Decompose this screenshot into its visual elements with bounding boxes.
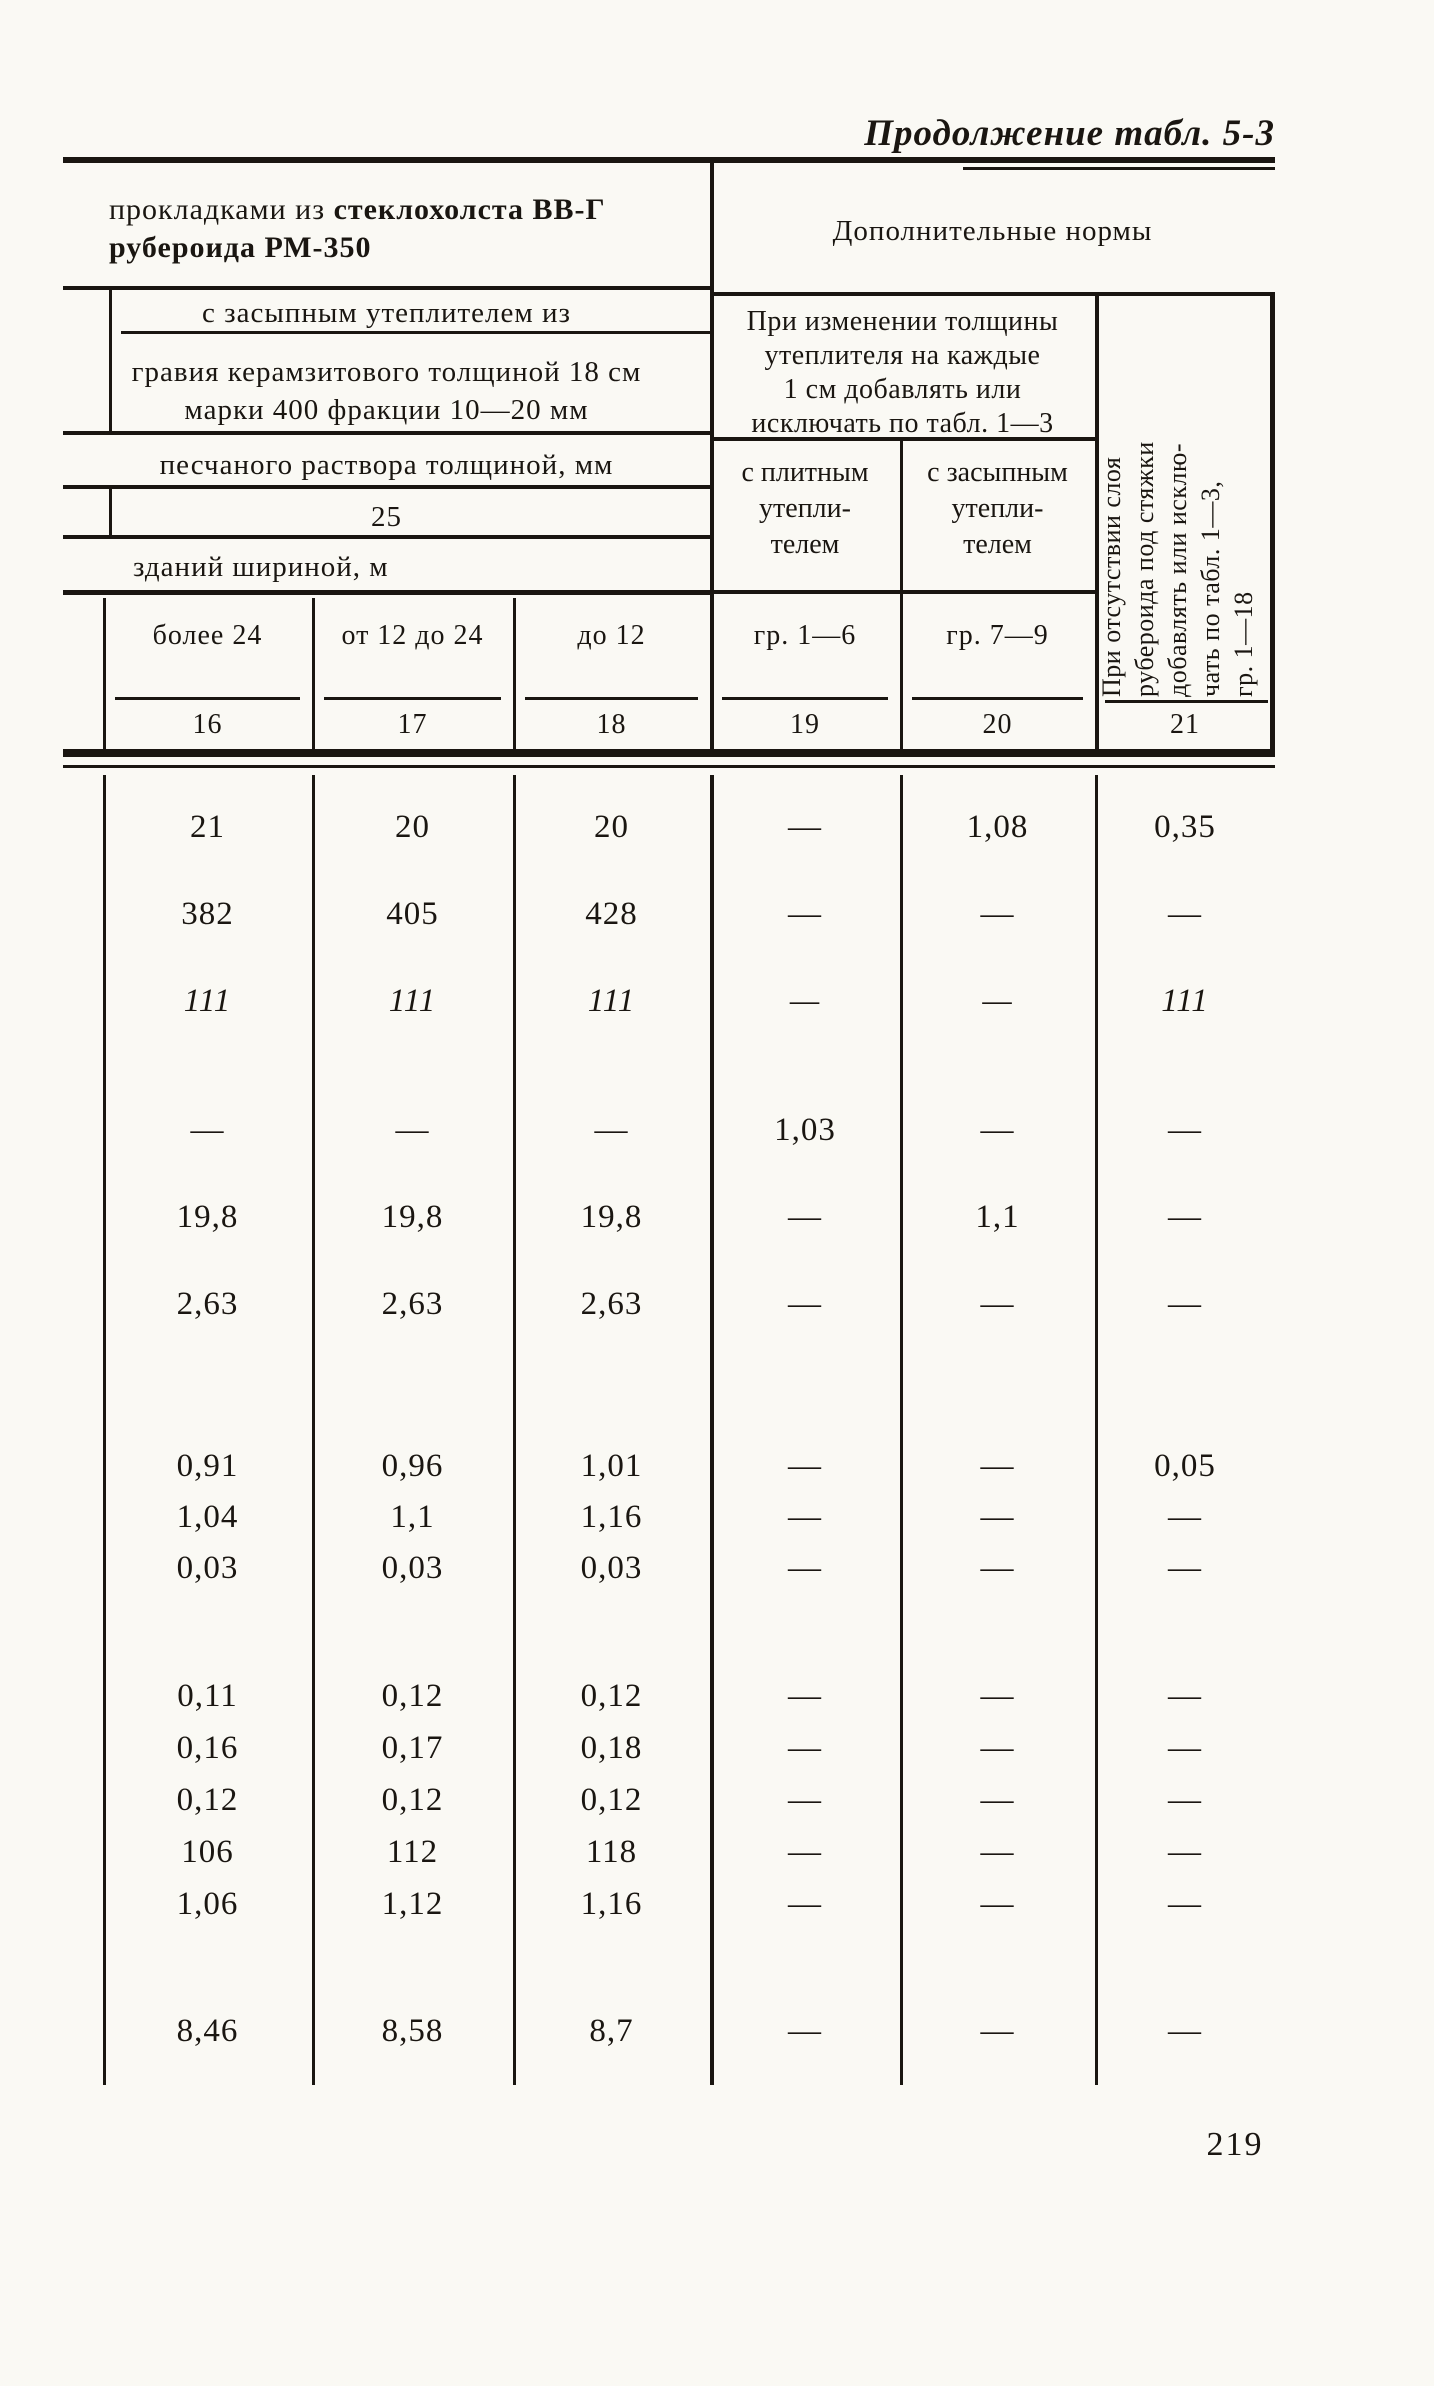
col21-number: 21 <box>1170 709 1200 740</box>
vertical-note-line4: чать по табл. 1—3, <box>1196 480 1225 697</box>
col16-label: более 24 <box>152 620 263 651</box>
table-continuation-title: Продолжение табл. 5-3 <box>864 113 1275 154</box>
page-number: 219 <box>1206 2126 1264 2163</box>
sand-mortar-label: песчаного раствора толщиной, мм <box>159 449 614 481</box>
backfill-subcol-line1: с засыпным <box>927 457 1068 488</box>
col19-label: гр. 1—6 <box>753 620 857 651</box>
plate-subcol-line1: с плитным <box>741 457 869 488</box>
table-cell: 1,04 <box>176 1499 239 1535</box>
vertical-note-line3: добавлять или исклю- <box>1163 442 1192 697</box>
table-cell: — <box>1168 1286 1202 1322</box>
table-row <box>63 1670 1275 1722</box>
table-cell: 428 <box>585 896 638 932</box>
col21-vertical-note <box>1095 296 1270 697</box>
table-row <box>63 784 1275 871</box>
table-cell: 2,63 <box>381 1286 444 1322</box>
table-cell: 111 <box>587 983 636 1019</box>
table-row <box>63 1774 1275 1826</box>
thickness-rule <box>63 535 710 539</box>
table-cell: 1,12 <box>381 1885 444 1922</box>
col17-number: 17 <box>397 709 428 740</box>
change-note-line1: При изменении толщины <box>746 306 1059 337</box>
change-note-line3: 1 см добавлять или <box>783 374 1022 405</box>
table-cell: 8,46 <box>176 2012 239 2049</box>
table-row <box>63 1174 1275 1261</box>
table-cell: — <box>395 1112 430 1148</box>
table-cell: 1,1 <box>975 1199 1020 1235</box>
table-cell: — <box>1168 1199 1202 1235</box>
table-cell: 0,05 <box>1154 1448 1216 1484</box>
table-cell: 2,63 <box>176 1286 239 1322</box>
vertical-note-line1: При отсутствии слоя <box>1097 456 1126 697</box>
table-cell: — <box>594 1112 629 1148</box>
table-cell: — <box>788 1781 822 1818</box>
table-cell: 106 <box>181 1833 234 1870</box>
additional-norms-heading: Дополнительные нормы <box>832 215 1153 247</box>
header-left-top-cell <box>109 191 705 267</box>
row-group <box>63 1087 1275 1348</box>
plate-subcol-line3: телем <box>770 529 840 560</box>
plate-insulation-subcol <box>710 455 900 563</box>
table-cell: 0,12 <box>580 1781 643 1818</box>
table-cell: 0,35 <box>1154 809 1216 845</box>
table-cell: — <box>1168 2012 1202 2049</box>
table-cell: — <box>788 1550 822 1586</box>
colnum-overline-17 <box>324 697 501 700</box>
table-cell: — <box>982 983 1013 1019</box>
table-cell: — <box>980 1499 1015 1535</box>
table-row <box>63 1722 1275 1774</box>
backfill-insulation-subcol <box>900 455 1095 563</box>
table-cell: — <box>788 1499 822 1535</box>
table-cell: 1,06 <box>176 1885 239 1922</box>
gravel-line1: гравия керамзитового толщиной 18 см <box>131 356 642 388</box>
table-cell: — <box>980 1781 1015 1818</box>
table-cell: — <box>789 983 821 1019</box>
col17-label: от 12 до 24 <box>341 620 484 651</box>
table-cell: 0,17 <box>381 1729 444 1766</box>
table-cell: 0,12 <box>176 1781 239 1818</box>
table-cell: 8,58 <box>381 2012 444 2049</box>
table-row <box>63 2005 1275 2057</box>
header-bottom-thin-rule <box>63 765 1275 768</box>
change-note-line4: исключать по табл. 1—3 <box>751 408 1054 439</box>
table-row <box>63 958 1275 1045</box>
table-cell: 0,12 <box>381 1781 444 1818</box>
table-cell: 1,08 <box>966 809 1029 845</box>
vertical-note-line5: гр. 1—18 <box>1229 591 1258 697</box>
table-cell: 0,11 <box>177 1677 238 1714</box>
table-row <box>63 1543 1275 1594</box>
table-cell: 0,18 <box>580 1729 643 1766</box>
row-group <box>63 784 1275 1045</box>
gravel-line2: марки 400 фракции 10—20 мм <box>184 394 589 426</box>
table-cell: 0,96 <box>381 1448 444 1484</box>
sand-mortar-rule <box>63 485 710 489</box>
colnum-overline-16 <box>115 697 300 700</box>
table-right-border <box>1270 296 1275 749</box>
colnum-overline-20 <box>912 697 1083 700</box>
table-cell: — <box>788 896 822 932</box>
table-cell: 118 <box>585 1833 638 1870</box>
table-row <box>63 1826 1275 1878</box>
header-band1-rule-left <box>63 286 710 290</box>
row-group <box>63 1441 1275 1594</box>
table-cell: 382 <box>181 896 234 932</box>
table-cell: 19,8 <box>580 1199 643 1235</box>
table-cell: 19,8 <box>176 1199 239 1235</box>
table-cell: — <box>788 2012 822 2049</box>
table-cell: 20 <box>594 809 629 845</box>
backfill-rule <box>121 331 710 334</box>
header-bottom-heavy-rule <box>63 749 1275 757</box>
table-cell: — <box>980 1550 1015 1586</box>
change-note-line2: утеплителя на каждые <box>764 340 1041 371</box>
left-top-text-bold: стеклохолста ВВ-Г <box>333 193 606 226</box>
table-cell: — <box>1168 896 1202 932</box>
table-cell: — <box>1168 1677 1202 1714</box>
table-cell: — <box>190 1112 225 1148</box>
table-cell: 20 <box>395 809 430 845</box>
table-cell: — <box>980 1286 1015 1322</box>
col18-label: до 12 <box>577 620 646 651</box>
table-row <box>63 1261 1275 1348</box>
gravel-rule <box>63 431 710 435</box>
table-cell: — <box>980 1885 1015 1922</box>
table-cell: — <box>1168 1499 1202 1535</box>
backfill-insulation-label: с засыпным утеплителем из <box>202 297 571 329</box>
left-top-text-line2: рубероида РМ-350 <box>109 231 372 264</box>
table-cell: 0,03 <box>381 1550 444 1586</box>
colnum-overline-19 <box>722 697 888 700</box>
table-cell: 21 <box>190 809 225 845</box>
table-cell: — <box>788 1677 822 1714</box>
col19-number: 19 <box>790 709 820 740</box>
table-cell: — <box>980 1112 1015 1148</box>
table-cell: 0,03 <box>580 1550 643 1586</box>
colnum-overline-21 <box>1105 700 1268 703</box>
gravel-label <box>63 353 710 429</box>
table-cell: — <box>788 1729 822 1766</box>
table-cell: 405 <box>386 896 439 932</box>
table-cell: — <box>980 2012 1015 2049</box>
table-cell: 111 <box>1161 983 1209 1019</box>
table-row <box>63 871 1275 958</box>
table-cell: 0,12 <box>381 1677 444 1714</box>
backfill-subcol-line3: телем <box>963 529 1032 560</box>
table-cell: — <box>1168 1781 1202 1818</box>
table-top-rule <box>63 157 1275 163</box>
col20-number: 20 <box>982 709 1013 740</box>
col16-number: 16 <box>192 709 223 740</box>
table-cell: 0,03 <box>176 1550 239 1586</box>
table-cell: 2,63 <box>580 1286 643 1322</box>
table-cell: 0,12 <box>580 1677 643 1714</box>
table-cell: — <box>980 1833 1015 1870</box>
table-cell: 112 <box>386 1833 439 1870</box>
table-cell: — <box>1168 1729 1202 1766</box>
plate-subcol-line2: утепли- <box>759 493 851 524</box>
table-cell: 1,1 <box>390 1499 435 1535</box>
table-cell: — <box>788 1885 822 1922</box>
table-cell: 8,7 <box>589 2012 634 2049</box>
col20-label: гр. 7—9 <box>946 620 1049 651</box>
table-cell: — <box>980 896 1015 932</box>
table-cell: — <box>788 809 822 845</box>
table-cell: 1,16 <box>580 1499 643 1535</box>
table-row <box>63 1878 1275 1930</box>
row-group <box>63 2005 1275 2057</box>
table-cell: 0,91 <box>176 1448 239 1484</box>
table-cell: — <box>788 1833 822 1870</box>
vertical-note-line2: рубероида под стяжки <box>1130 441 1159 697</box>
table-data-rows <box>63 775 1275 2057</box>
table-cell: 0,16 <box>176 1729 239 1766</box>
table-cell: — <box>788 1286 822 1322</box>
table-cell: — <box>788 1199 822 1235</box>
table-cell: — <box>980 1729 1015 1766</box>
table-cell: 1,03 <box>774 1112 836 1148</box>
table-cell: 19,8 <box>381 1199 444 1235</box>
backfill-subcol-line2: утепли- <box>951 493 1044 524</box>
row-group <box>63 1670 1275 1930</box>
table-cell: 1,16 <box>580 1885 643 1922</box>
norms-table <box>63 157 1275 2097</box>
table-cell: 1,01 <box>580 1448 643 1484</box>
left-top-text-normal: прокладками из <box>109 193 334 226</box>
table-top-rule-secondary <box>963 167 1275 170</box>
table-cell: — <box>1168 1112 1202 1148</box>
table-cell: — <box>1168 1833 1202 1870</box>
table-cell: 111 <box>183 983 232 1019</box>
table-cell: — <box>1168 1550 1202 1586</box>
building-width-label: зданий шириной, м <box>133 551 389 583</box>
sand-thickness-value: 25 <box>371 501 402 533</box>
table-row <box>63 1087 1275 1174</box>
table-cell: — <box>1168 1885 1202 1922</box>
table-cell: — <box>980 1448 1015 1484</box>
col18-number: 18 <box>596 709 627 740</box>
table-cell: — <box>980 1677 1015 1714</box>
colnum-overline-18 <box>525 697 698 700</box>
table-row <box>63 1441 1275 1492</box>
change-note-cell <box>715 305 1090 441</box>
table-cell: 111 <box>388 983 437 1019</box>
building-width-rule <box>63 590 710 595</box>
table-cell: — <box>788 1448 822 1484</box>
table-row <box>63 1492 1275 1543</box>
